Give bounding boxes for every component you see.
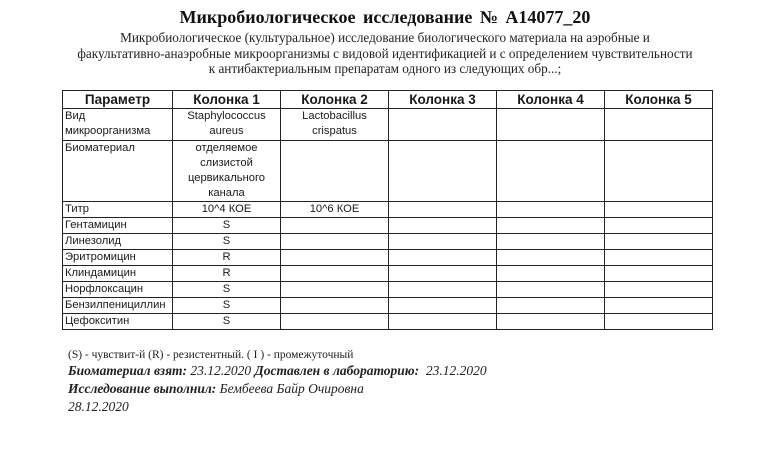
value-cell-column-1: S bbox=[173, 218, 281, 234]
value-cell-column-5 bbox=[605, 109, 713, 141]
value-cell-column-1: R bbox=[173, 266, 281, 282]
delivered-date: 23.12.2020 bbox=[425, 363, 487, 378]
value-cell-column-1: S bbox=[173, 234, 281, 250]
header-column-5: Колонка 5 bbox=[605, 91, 713, 109]
value-cell-column-4 bbox=[497, 314, 605, 330]
value-cell-column-1: R bbox=[173, 250, 281, 266]
description-line: Микробиологическое (культуральное) исследование биологического материала на аэробные и bbox=[120, 30, 650, 45]
value-cell-column-1: Staphylococcus aureus bbox=[173, 109, 281, 141]
table-row bbox=[63, 314, 713, 330]
value-cell-column-4 bbox=[497, 218, 605, 234]
value-cell-column-2 bbox=[281, 298, 389, 314]
performed-label: Исследование выполнил: bbox=[68, 381, 217, 396]
parameter-cell: Титр bbox=[63, 202, 173, 218]
header-column-3: Колонка 3 bbox=[389, 91, 497, 109]
value-cell-column-2 bbox=[281, 250, 389, 266]
header-parameter: Параметр bbox=[63, 91, 173, 109]
value-cell-column-1: S bbox=[173, 282, 281, 298]
value-cell-column-3 bbox=[389, 298, 497, 314]
header-column-4: Колонка 4 bbox=[497, 91, 605, 109]
sample-dates-line bbox=[68, 362, 487, 380]
legend-text: (S) - чувствит-й (R) - резистентный. ( I ) - промежуточный bbox=[68, 349, 354, 361]
value-cell-column-4 bbox=[497, 282, 605, 298]
value-cell-column-4 bbox=[497, 141, 605, 202]
value-cell-column-4 bbox=[497, 234, 605, 250]
value-cell-column-1: S bbox=[173, 298, 281, 314]
parameter-cell: Бензилпенициллин bbox=[63, 298, 173, 314]
value-cell-column-4 bbox=[497, 266, 605, 282]
performed-date: 28.12.2020 bbox=[68, 399, 129, 414]
value-cell-column-4 bbox=[497, 250, 605, 266]
description-line: к антибактериальным препаратам одного из следующих обр...; bbox=[208, 61, 562, 76]
value-cell-column-3 bbox=[389, 202, 497, 218]
value-cell-column-4 bbox=[497, 298, 605, 314]
value-cell-column-2 bbox=[281, 218, 389, 234]
table-row bbox=[63, 266, 713, 282]
description-line: факультативно-анаэробные микроорганизмы с видовой идентификацией и с определением чувствительности bbox=[77, 45, 693, 61]
value-cell-column-5 bbox=[605, 202, 713, 218]
header-column-2: Колонка 2 bbox=[281, 91, 389, 109]
parameter-cell: Вид микроорганизма bbox=[63, 109, 173, 141]
value-cell-column-5 bbox=[605, 250, 713, 266]
value-cell-column-2 bbox=[281, 282, 389, 298]
value-cell-column-1: S bbox=[173, 314, 281, 330]
taken-label: Биоматериал взят: bbox=[68, 363, 188, 378]
table-row bbox=[63, 218, 713, 234]
value-cell-column-4 bbox=[497, 202, 605, 218]
header-column-1: Колонка 1 bbox=[173, 91, 281, 109]
value-cell-column-3 bbox=[389, 314, 497, 330]
value-cell-column-2 bbox=[281, 266, 389, 282]
value-cell-column-5 bbox=[605, 141, 713, 202]
table-row bbox=[63, 234, 713, 250]
value-cell-column-5 bbox=[605, 218, 713, 234]
value-cell-column-2: Lactobacillus crispatus bbox=[281, 109, 389, 141]
value-cell-column-5 bbox=[605, 282, 713, 298]
parameter-cell: Клиндамицин bbox=[63, 266, 173, 282]
document-description bbox=[20, 30, 750, 77]
document-title: Микробиологическое исследование № А14077_20 bbox=[179, 7, 591, 27]
value-cell-column-5 bbox=[605, 314, 713, 330]
table-row bbox=[63, 298, 713, 314]
table-header-row bbox=[63, 91, 713, 109]
delivered-label: Доставлен в лабораторию: bbox=[254, 363, 420, 378]
value-cell-column-2 bbox=[281, 234, 389, 250]
value-cell-column-2: 10^6 КОЕ bbox=[281, 202, 389, 218]
table-row bbox=[63, 202, 713, 218]
value-cell-column-3 bbox=[389, 250, 497, 266]
table-row bbox=[63, 250, 713, 266]
table-row bbox=[63, 282, 713, 298]
value-cell-column-5 bbox=[605, 266, 713, 282]
taken-date: 23.12.2020 bbox=[190, 363, 252, 378]
value-cell-column-3 bbox=[389, 282, 497, 298]
parameter-cell: Биоматериал bbox=[63, 141, 173, 202]
results-table bbox=[62, 90, 713, 330]
value-cell-column-3 bbox=[389, 266, 497, 282]
parameter-cell: Линезолид bbox=[63, 234, 173, 250]
value-cell-column-3 bbox=[389, 109, 497, 141]
value-cell-column-5 bbox=[605, 298, 713, 314]
parameter-cell: Норфлоксацин bbox=[63, 282, 173, 298]
performed-line bbox=[68, 380, 487, 398]
value-cell-column-4 bbox=[497, 109, 605, 141]
value-cell-column-1: отделяемое слизистой цервикального канала bbox=[173, 141, 281, 202]
value-cell-column-2 bbox=[281, 141, 389, 202]
value-cell-column-1: 10^4 КОЕ bbox=[173, 202, 281, 218]
performed-by: Бембеева Байр Очировна bbox=[219, 381, 364, 396]
value-cell-column-3 bbox=[389, 218, 497, 234]
parameter-cell: Гентамицин bbox=[63, 218, 173, 234]
value-cell-column-3 bbox=[389, 141, 497, 202]
table-row bbox=[63, 109, 713, 141]
value-cell-column-2 bbox=[281, 314, 389, 330]
footer bbox=[68, 348, 487, 416]
parameter-cell: Эритромицин bbox=[63, 250, 173, 266]
parameter-cell: Цефокситин bbox=[63, 314, 173, 330]
table-row bbox=[63, 141, 713, 202]
value-cell-column-3 bbox=[389, 234, 497, 250]
value-cell-column-5 bbox=[605, 234, 713, 250]
